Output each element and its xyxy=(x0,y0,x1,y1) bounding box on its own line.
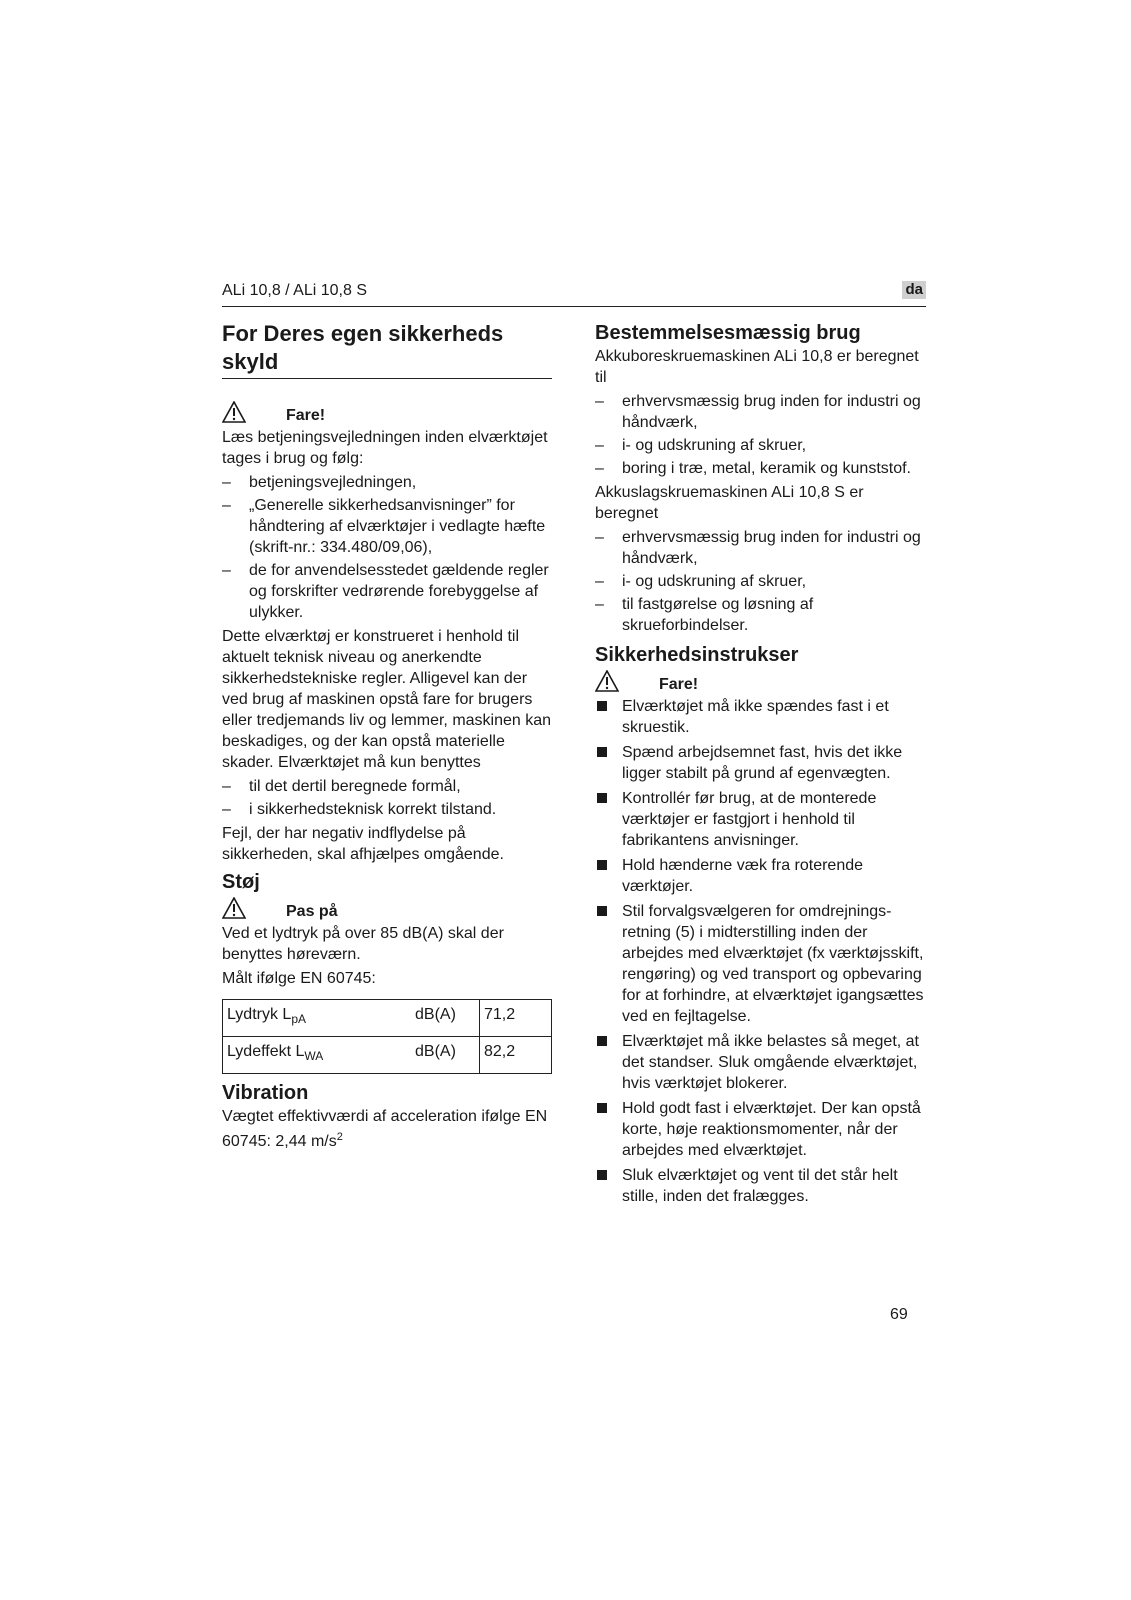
vibration-heading: Vibration xyxy=(222,1082,309,1104)
impact-intro: Akkuslagskruemaskinen ALi 10,8 S er beregnet xyxy=(595,484,864,522)
warning-label: Fare! xyxy=(659,676,699,693)
use-list xyxy=(222,776,552,820)
danger-warning xyxy=(222,401,552,427)
table-cell: 82,2 xyxy=(480,1037,552,1074)
table-cell: 71,2 xyxy=(480,1000,552,1037)
page-number: 69 xyxy=(890,1306,908,1323)
list-item: Hold godt fast i elværktøjet. Der kan opstå korte, høje reaktionsmomenter, når der arbejdes med elværktøjet. xyxy=(595,1098,927,1161)
danger-warning xyxy=(595,670,927,696)
body-paragraph: Dette elværktøj er konstrueret i henhold til aktuelt teknisk niveau og anerkendte sikkerhedstekniske regler. Alligevel kan der ved brug af maskinen opstå fare for brugers eller tredjemands liv og lemmer, maskinen kan beskadiges, og der kan opstå materielle skader. Elværktøjet må kun benyttes xyxy=(222,628,552,771)
list-item: Sluk elværktøjet og vent til det står helt stille, inden det fralægges. xyxy=(595,1165,927,1207)
list-item: – til fastgørelse og løsning af skrueforbindelser. xyxy=(595,596,814,634)
left-column xyxy=(222,320,552,1155)
drill-intro: Akkuboreskruemaskinen ALi 10,8 er beregnet til xyxy=(595,348,919,386)
table-row: Lydtryk $L_{pA}$ dB(A) 71,2 xyxy=(223,1000,552,1037)
square-bullet-icon xyxy=(597,1170,607,1180)
vibration-text: Vægtet effektivværdi af acceleration ifølge EN 60745: 2,44 $m/s^2$ xyxy=(222,1108,548,1150)
square-bullet-icon xyxy=(597,701,607,711)
noise-heading: Støj xyxy=(222,871,260,893)
model-name: ALi 10,8 / ALi 10,8 S xyxy=(222,282,367,299)
language-tag: da xyxy=(902,281,926,299)
list-item: – erhvervsmæssig brug inden for industri og håndværk, xyxy=(595,529,921,567)
list-item: – til det dertil beregnede formål, xyxy=(222,778,461,795)
drill-use-list xyxy=(595,391,927,479)
table-cell: dB(A) xyxy=(411,1037,480,1074)
list-item: Elværktøjet må ikke spændes fast i et skruestik. xyxy=(595,696,927,738)
body-paragraph: Fejl, der har negativ indflydelse på sikkerheden, skal afhjælpes omgående. xyxy=(222,825,504,863)
intro-list xyxy=(222,472,552,623)
list-item: – erhvervsmæssig brug inden for industri og håndværk, xyxy=(595,393,921,431)
list-item: – „Generelle sikkerhedsanvisninger” for håndtering af elværktøjer i vedlagte hæfte (skrift-nr.: 334.480/09,06), xyxy=(222,497,546,556)
square-bullet-icon xyxy=(597,1036,607,1046)
table-cell: Lydtryk L xyxy=(227,1006,292,1023)
list-item: – i sikkerhedsteknisk korrekt tilstand. xyxy=(222,801,497,818)
list-item: – de for anvendelsesstedet gældende regler og forskrifter vedrørende forebyggelse af ulykker. xyxy=(222,562,549,621)
list-item: – i- og udskruning af skruer, xyxy=(595,573,807,590)
list-item: – i- og udskruning af skruer, xyxy=(595,437,807,454)
square-bullet-icon xyxy=(597,860,607,870)
safety-list xyxy=(595,696,927,1207)
page-header xyxy=(222,282,926,307)
caution-warning xyxy=(222,897,552,923)
intro-text: Læs betjeningsvejledningen inden elværktøjet tages i brug og følg: xyxy=(222,429,548,467)
warning-triangle-icon xyxy=(595,670,619,692)
square-bullet-icon xyxy=(597,793,607,803)
warning-triangle-icon xyxy=(222,897,246,919)
list-item: Elværktøjet må ikke belastes så meget, at det standser. Sluk omgående elværktøjet, hvis værktøjet blokerer. xyxy=(595,1031,927,1094)
warning-label: Fare! xyxy=(286,407,326,424)
table-row: Lydeffekt $L_{WA}$ dB(A) 82,2 xyxy=(223,1037,552,1074)
intended-use-heading: Bestemmelsesmæssig brug xyxy=(595,322,861,344)
square-bullet-icon xyxy=(597,747,607,757)
list-item: Hold hænderne væk fra roterende værktøjer. xyxy=(595,855,927,897)
list-item: – boring i træ, metal, keramik og kunststof. xyxy=(595,460,911,477)
right-column xyxy=(595,320,927,1211)
table-cell: dB(A) xyxy=(411,1000,480,1037)
noise-table xyxy=(222,999,552,1074)
square-bullet-icon xyxy=(597,906,607,916)
list-item: Spænd arbejdsemnet fast, hvis det ikke ligger stabilt på grund af egenvægten. xyxy=(595,742,927,784)
table-cell: Lydeffekt L xyxy=(227,1043,305,1060)
list-item: Kontrollér før brug, at de monterede værktøjer er fastgjort i henhold til fabrikantens anvisninger. xyxy=(595,788,927,851)
list-item: – betjeningsvejledningen, xyxy=(222,474,417,491)
list-item: Stil forvalgsvælgeren for omdrejnings-retning (5) i midterstilling inden der arbejdes med elværktøjet (fx værktøjsskift, rengøring) og ved transport og opbevaring for at forhindre, at elværktøjet igangsættes ved en fejltagelse. xyxy=(595,901,927,1027)
warning-triangle-icon xyxy=(222,401,246,423)
noise-text: Ved et lydtryk på over 85 dB(A) skal der benyttes høreværn. xyxy=(222,925,504,963)
safety-title: For Deres egen sikkerheds skyld xyxy=(222,320,552,379)
measured-text: Målt ifølge EN 60745: xyxy=(222,970,376,987)
warning-label: Pas på xyxy=(286,903,338,920)
impact-use-list xyxy=(595,527,927,636)
safety-instructions-heading: Sikkerhedsinstrukser xyxy=(595,644,799,666)
square-bullet-icon xyxy=(597,1103,607,1113)
